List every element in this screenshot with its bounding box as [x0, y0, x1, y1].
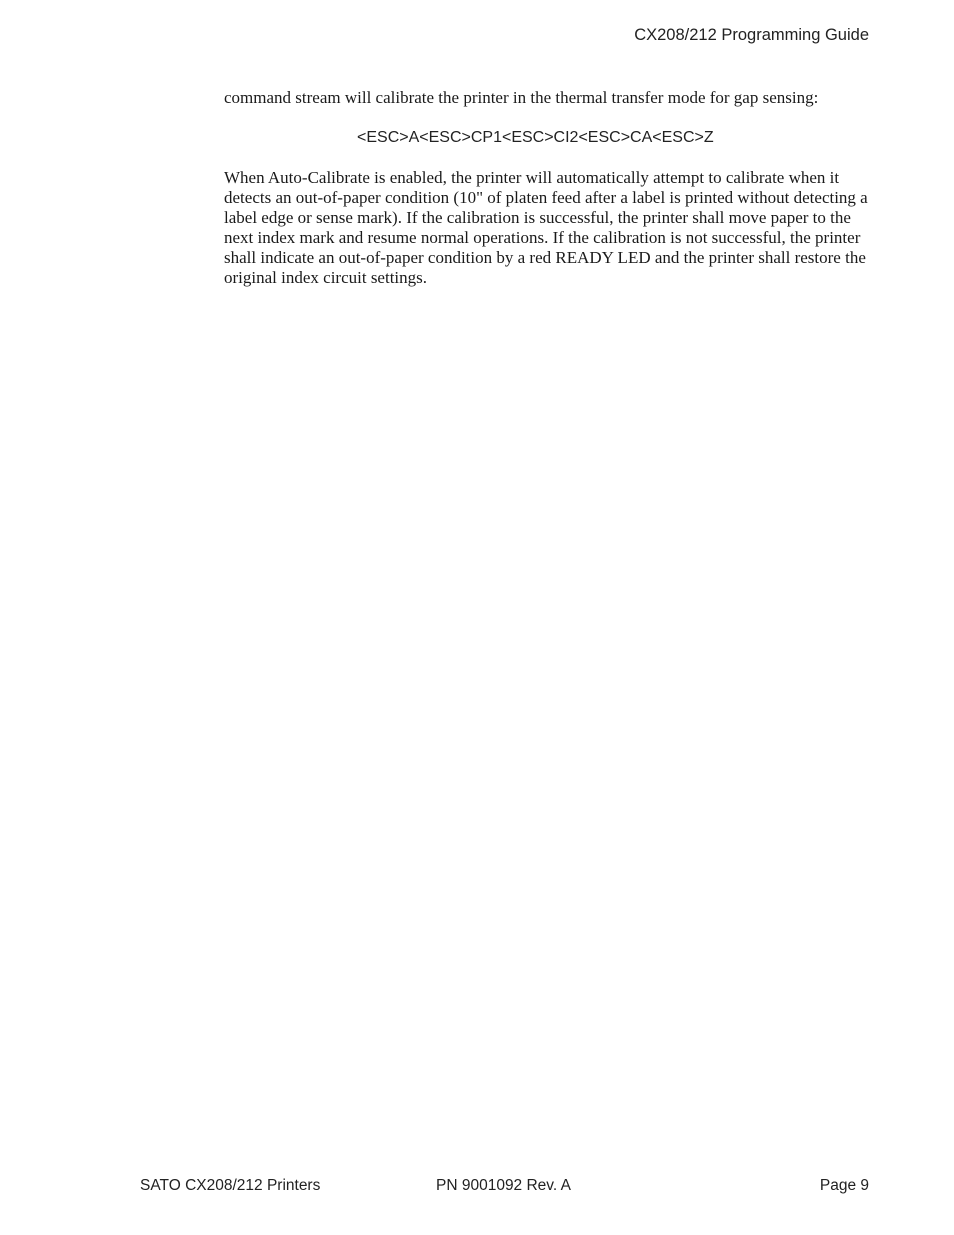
footer-part-number: PN 9001092 Rev. A	[436, 1177, 571, 1194]
running-header-title: CX208/212 Programming Guide	[634, 26, 869, 44]
paragraph-calibration-command-intro: command stream will calibrate the printer in the thermal transfer mode for gap sensing:	[224, 88, 819, 107]
page-footer	[0, 1177, 954, 1199]
paragraph-auto-calibrate: When Auto-Calibrate is enabled, the printer will automatically attempt to calibrate when it detects an out-of-paper condition (10" of platen feed after a label is printed without detecting a label edge or sense mark). If the calibration is successful, the printer shall move paper to the next index mark and resume normal operations. If the calibration is not successful, the printer shall indicate an out-of-paper condition by a red READY LED and the printer shall restore the original index circuit settings.	[224, 168, 868, 287]
footer-page-number: Page 9	[819, 1177, 869, 1194]
footer-product-name: SATO CX208/212 Printers	[140, 1177, 321, 1194]
command-stream-example: <ESC>A<ESC>CP1<ESC>CI2<ESC>CA<ESC>Z	[357, 129, 714, 146]
body-text	[224, 88, 874, 288]
